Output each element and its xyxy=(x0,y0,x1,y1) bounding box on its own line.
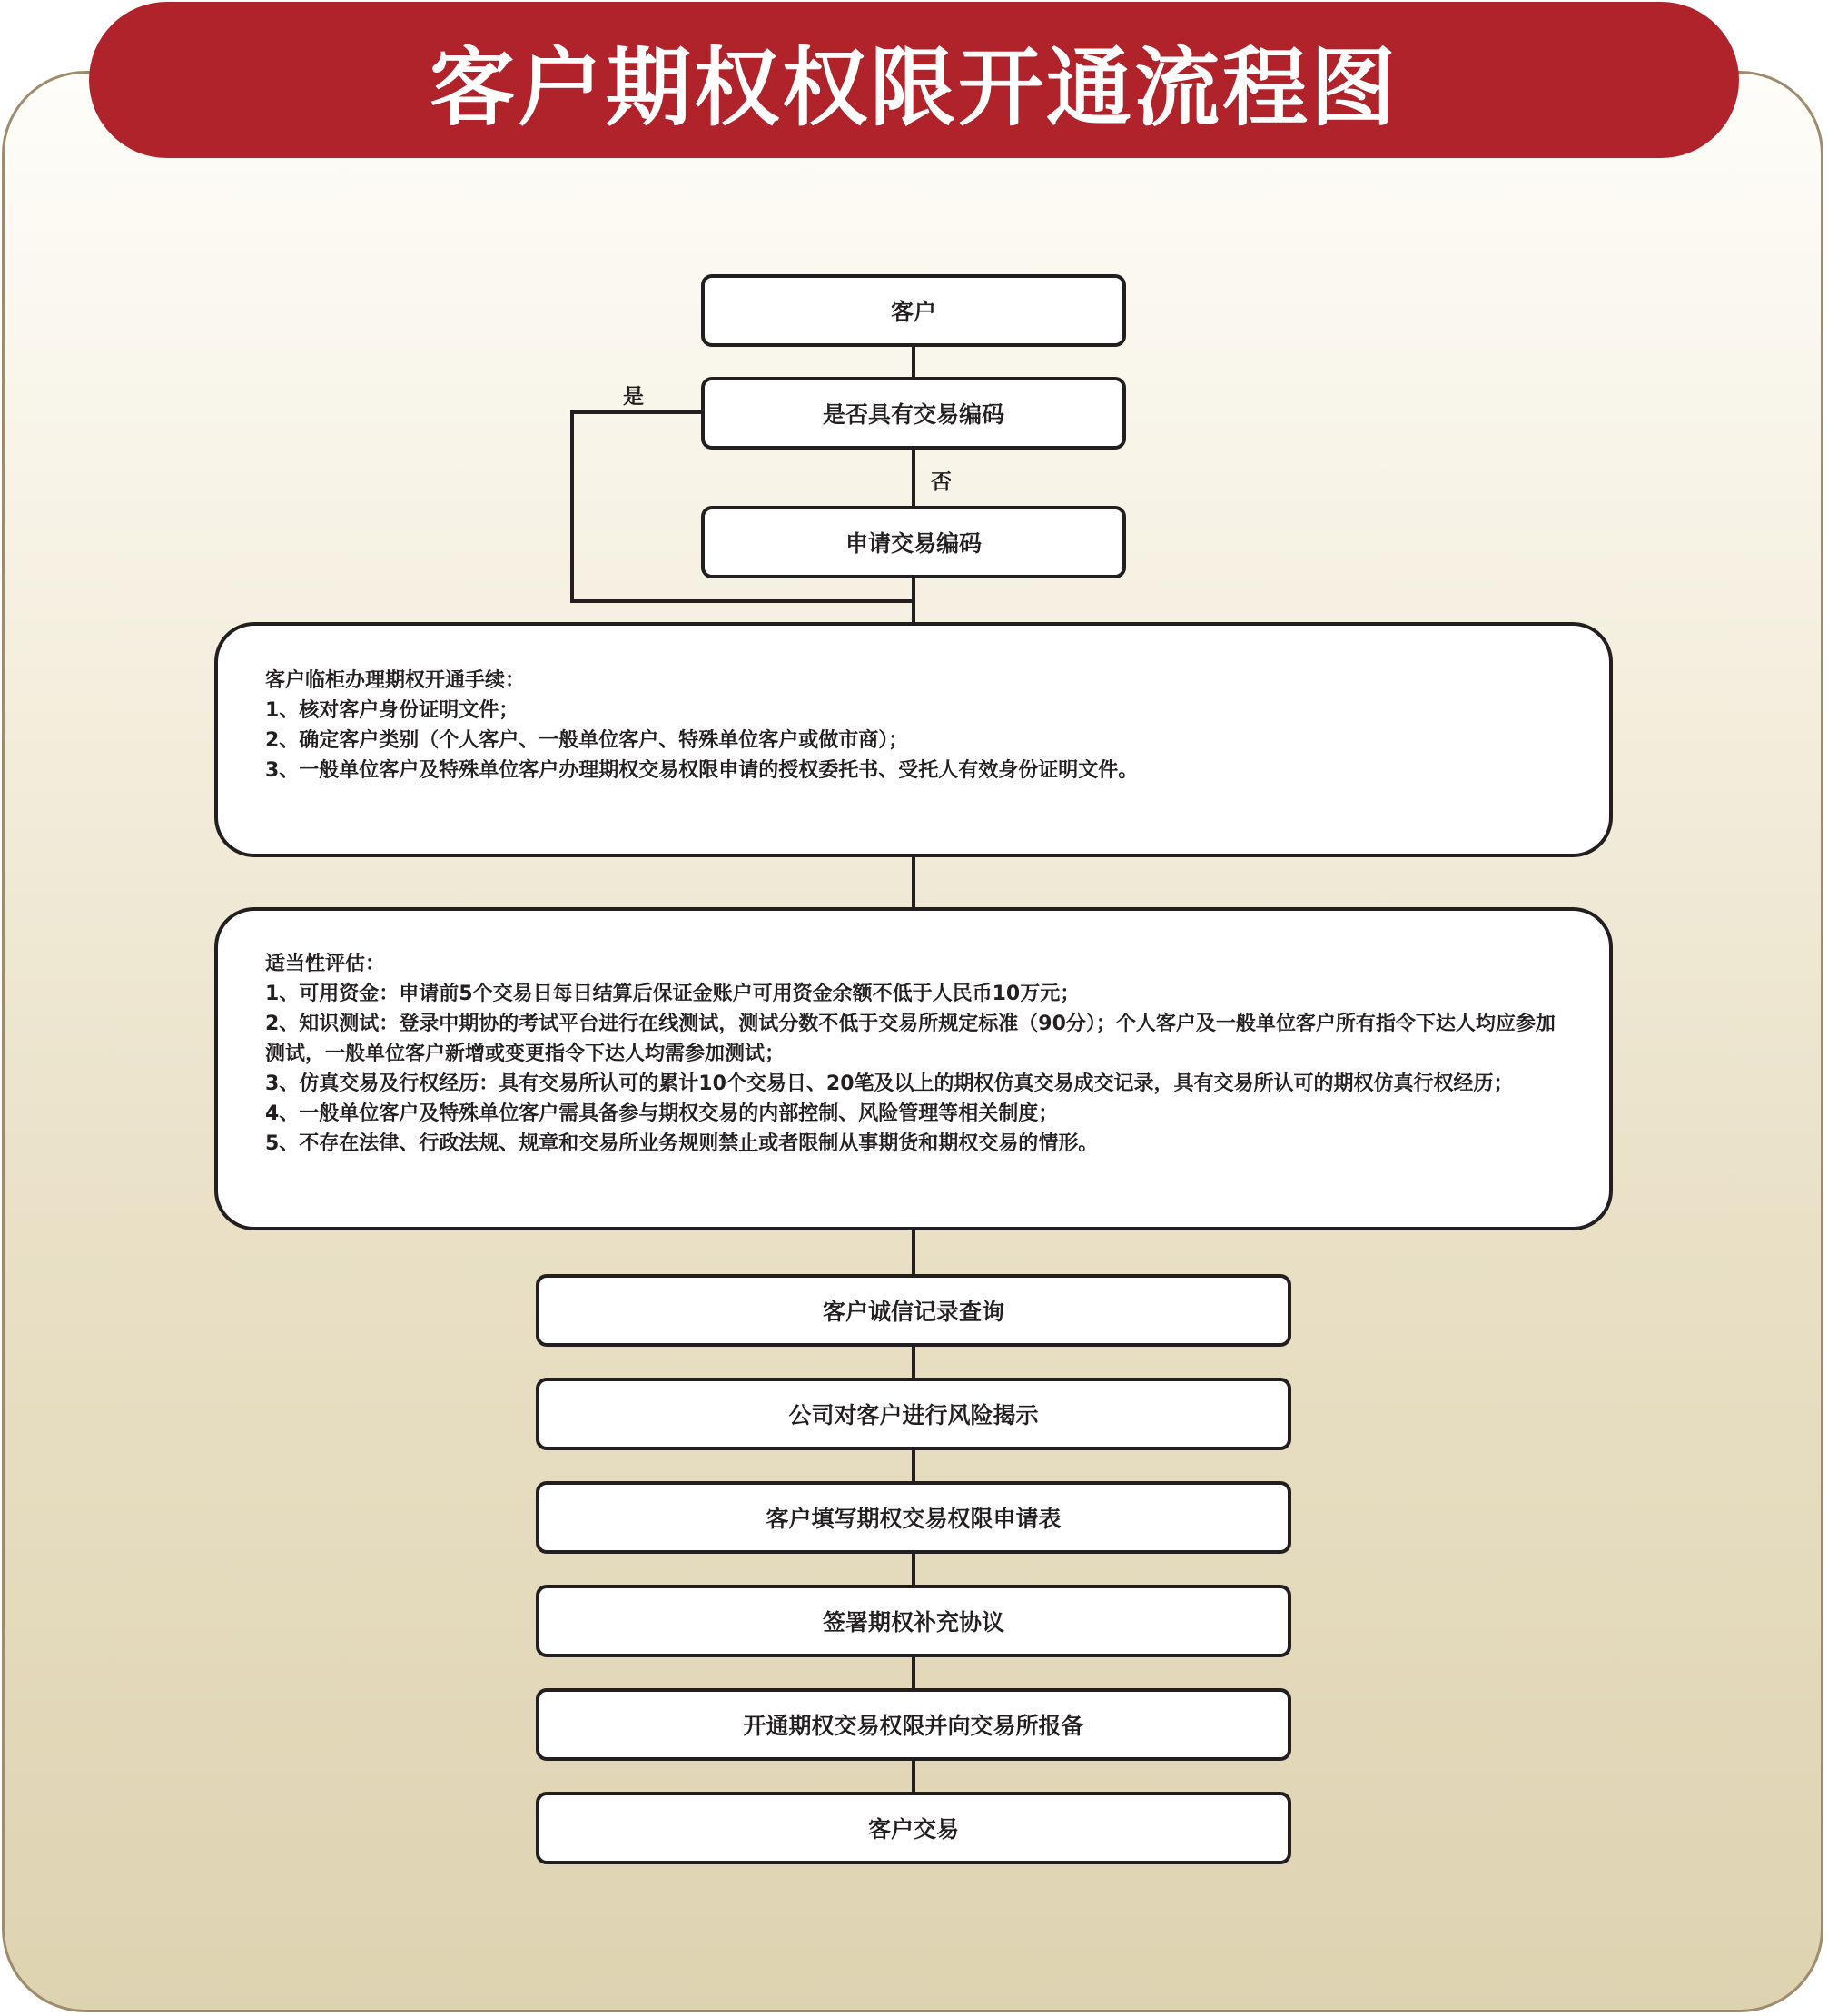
step-has-trading-code xyxy=(701,377,1126,450)
suitability-item: 4、一般单位客户及特殊单位客户需具备参与期权交易的内部控制、风险管理等相关制度； xyxy=(265,1102,1059,1125)
step-application-form-label: 客户填写期权交易权限申请表 xyxy=(766,1506,1062,1532)
step-customer xyxy=(701,274,1126,347)
step-customer-trading-label: 客户交易 xyxy=(867,1816,959,1843)
step-has-trading-code-label: 是否具有交易编码 xyxy=(822,401,1004,428)
suitability-item: 1、可用资金：申请前5个交易日每日结算后保证金账户可用资金余额不低于人民币10万元； xyxy=(265,983,1081,1005)
step-credit-check xyxy=(536,1274,1291,1347)
step-credit-check-label: 客户诚信记录查询 xyxy=(822,1299,1004,1325)
step-customer-label: 客户 xyxy=(890,299,936,325)
step-open-permission xyxy=(536,1688,1291,1761)
page-title: 客户期权权限开通流程图 xyxy=(429,38,1398,138)
step-apply-trading-code xyxy=(701,506,1126,578)
counter-procedure-item: 2、确定客户类别（个人客户、一般单位客户、特殊单位客户或做市商）； xyxy=(265,729,909,752)
no-label: 否 xyxy=(931,470,952,494)
step-open-permission-label: 开通期权交易权限并向交易所报备 xyxy=(743,1713,1084,1739)
suitability-item: 5、不存在法律、行政法规、规章和交易所业务规则禁止或者限制从事期货和期权交易的情形。 xyxy=(265,1132,1099,1155)
counter-procedure-box xyxy=(214,622,1613,857)
step-customer-trading xyxy=(536,1792,1291,1864)
yes-label: 是 xyxy=(623,385,644,409)
step-application-form xyxy=(536,1481,1291,1554)
step-supplementary-agreement-label: 签署期权补充协议 xyxy=(822,1609,1004,1636)
suitability-heading: 适当性评估： xyxy=(265,953,386,975)
suitability-box xyxy=(214,907,1613,1230)
suitability-item: 2、知识测试：登录中期协的考试平台进行在线测试，测试分数不低于交易所规定标准（90分）；个人客户及一般单位客户所有指令下达人均应参加测试，一般单位客户新增或变更指令下达人均需参加测试； xyxy=(265,1013,1556,1065)
counter-procedure-heading: 客户临柜办理期权开通手续： xyxy=(265,669,526,692)
step-supplementary-agreement xyxy=(536,1585,1291,1657)
counter-procedure-item: 1、核对客户身份证明文件； xyxy=(265,699,519,722)
step-apply-trading-code-label: 申请交易编码 xyxy=(845,530,982,557)
step-risk-disclosure xyxy=(536,1378,1291,1450)
step-risk-disclosure-label: 公司对客户进行风险揭示 xyxy=(788,1402,1039,1428)
counter-procedure-item: 3、一般单位客户及特殊单位客户办理期权交易权限申请的授权委托书、受托人有效身份证明文件。 xyxy=(265,759,1139,782)
suitability-item: 3、仿真交易及行权经历：具有交易所认可的累计10个交易日、20笔及以上的期权仿真交易成交记录，具有交易所认可的期权仿真行权经历； xyxy=(265,1072,1514,1095)
